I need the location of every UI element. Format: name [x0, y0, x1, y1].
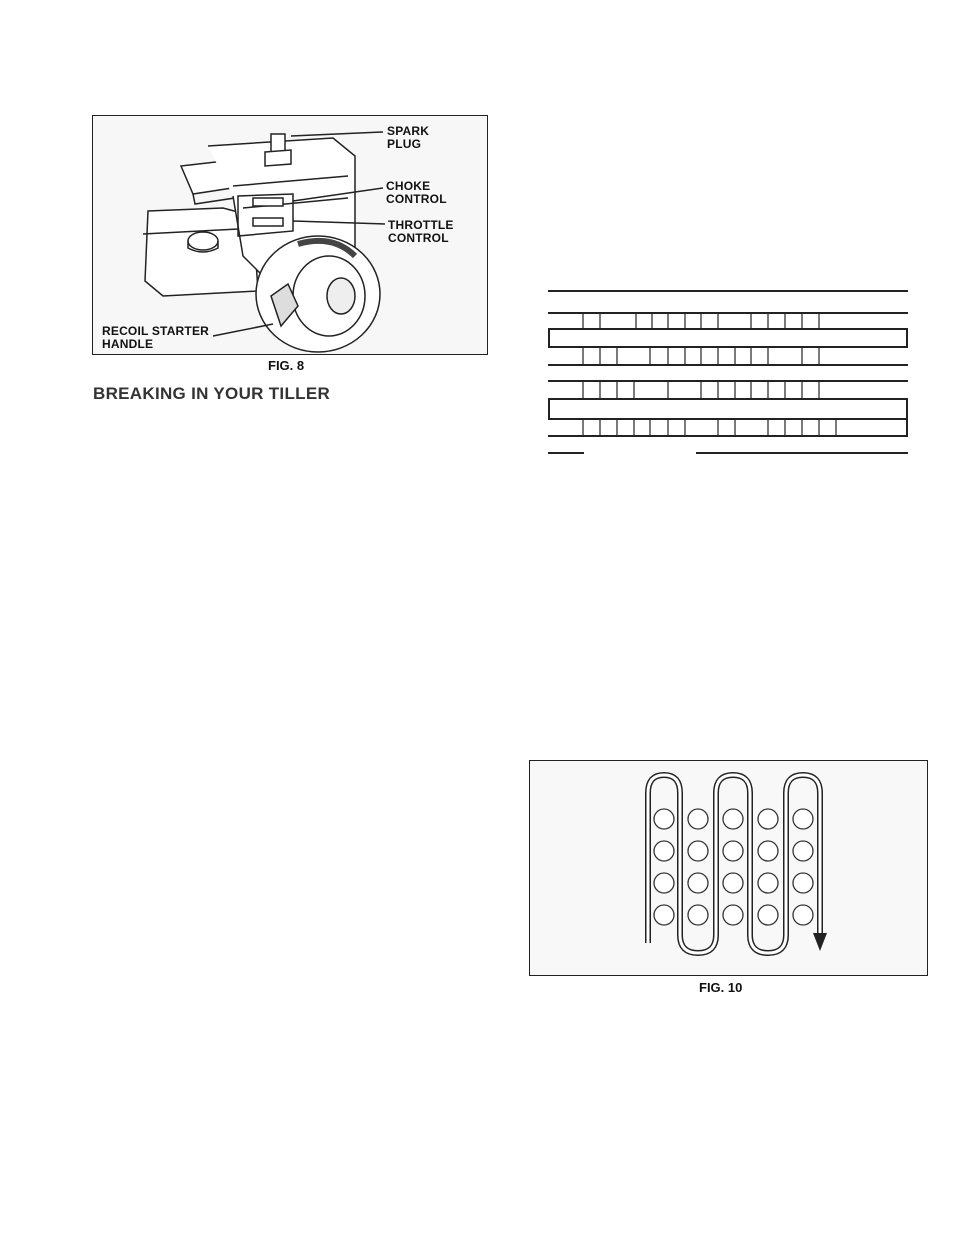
throttle-control-label: THROTTLE CONTROL — [388, 218, 454, 245]
figure-8-caption: FIG. 8 — [268, 358, 305, 373]
figure-8-engine-illustration — [92, 115, 488, 355]
figure-10-caption: FIG. 10 — [699, 980, 743, 995]
ruled-table — [548, 290, 908, 455]
choke-control-label: CHOKE CONTROL — [386, 179, 447, 206]
spark-plug-label: SPARK PLUG — [387, 124, 430, 151]
serpentine-path-diagram — [530, 761, 929, 977]
recoil-starter-handle-label: RECOIL STARTER HANDLE — [102, 324, 210, 351]
direction-arrow-icon — [813, 933, 827, 951]
figure-10-tilling-pattern — [529, 760, 928, 976]
section-heading: BREAKING IN YOUR TILLER — [93, 384, 331, 403]
table-column-dividers — [548, 290, 908, 455]
